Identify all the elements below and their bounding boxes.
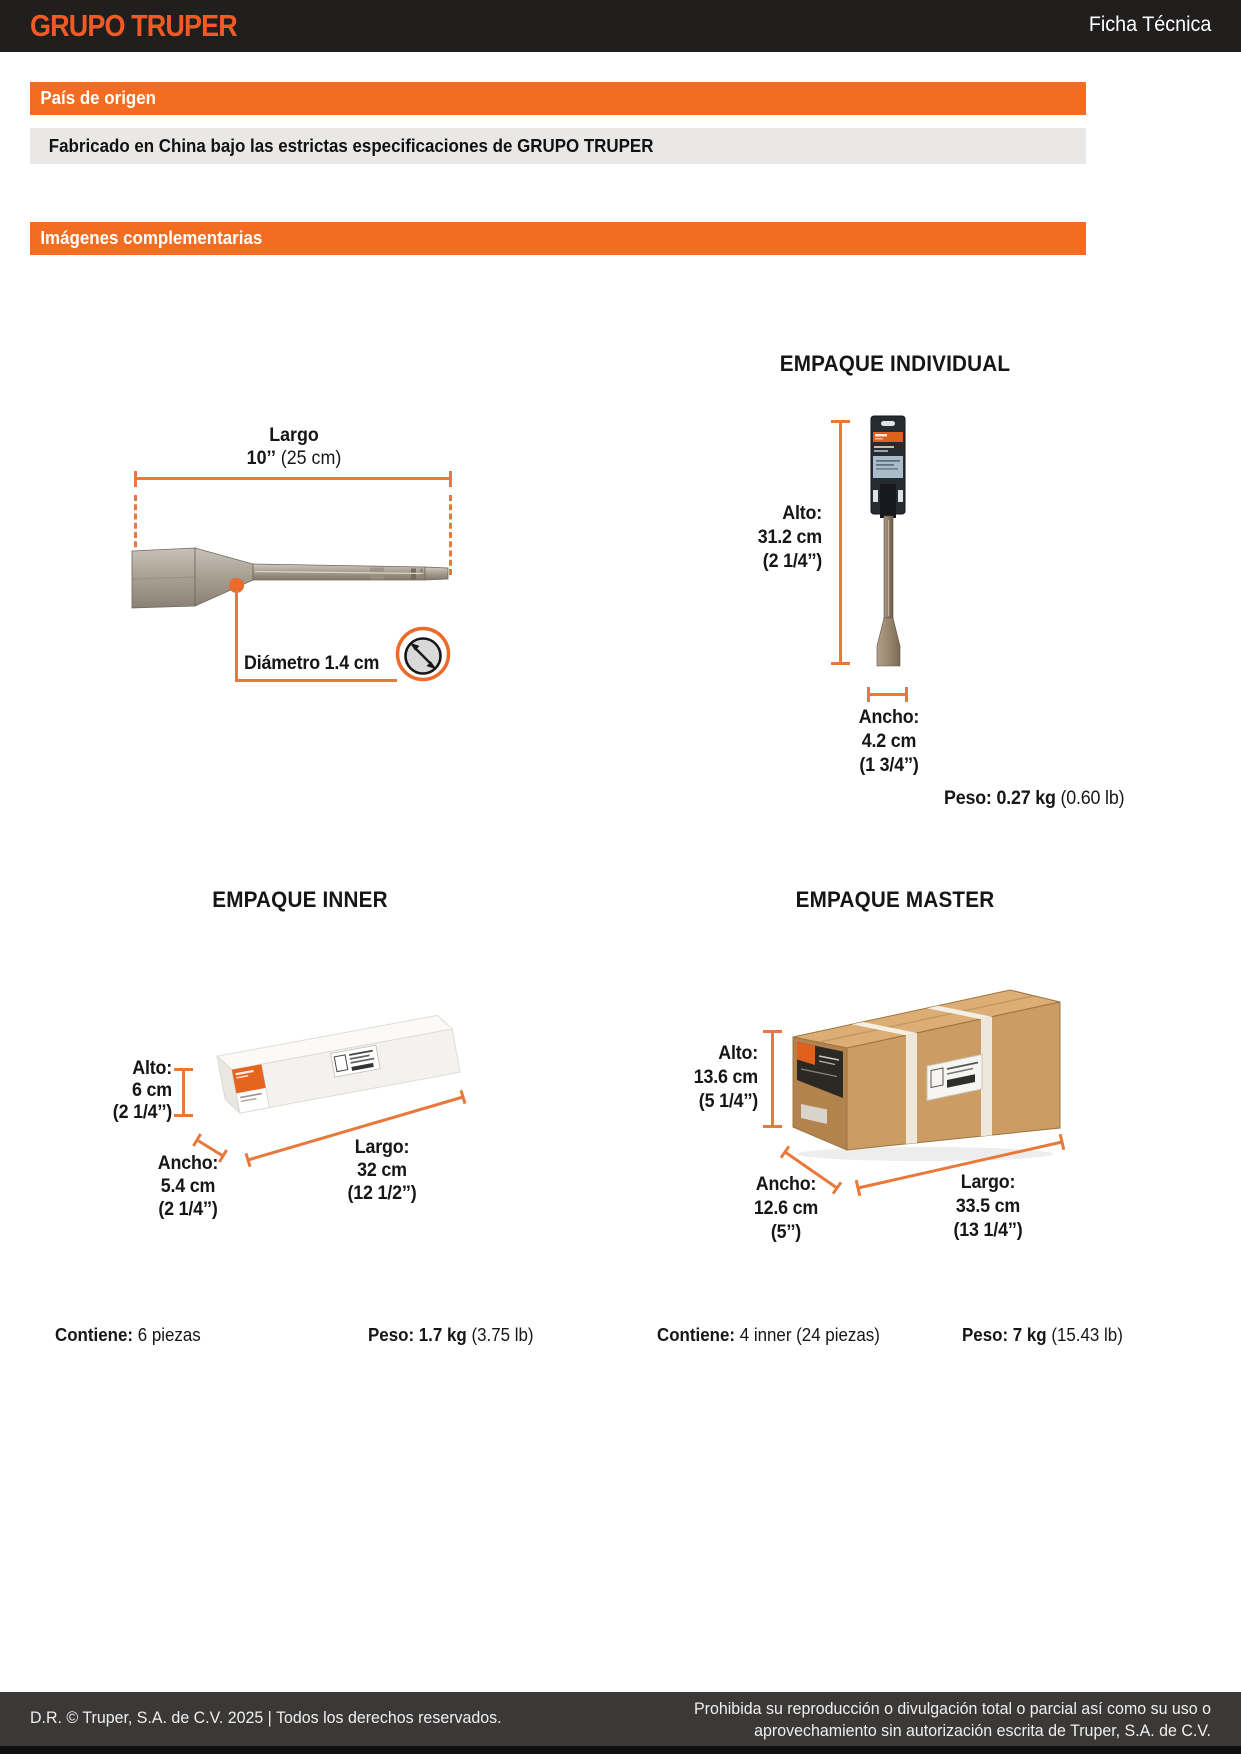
- footer-right: [694, 1698, 1211, 1742]
- master-alto-word: Alto:: [718, 1043, 758, 1064]
- largo-label: Largo: [269, 425, 319, 446]
- individual-ancho-dimension-line: [869, 693, 908, 696]
- individual-alto-label: [707, 502, 822, 574]
- inner-largo-inches: (12 1/2’’): [347, 1183, 417, 1204]
- inner-alto-label: [65, 1058, 172, 1124]
- master-alto-tick-top: [763, 1030, 782, 1033]
- individual-ancho-word: Ancho:: [858, 707, 920, 728]
- master-largo-word: Largo:: [960, 1172, 1016, 1193]
- master-largo-value: 33.5 cm: [955, 1196, 1021, 1217]
- origin-body-text: Fabricado en China bajo las estrictas especificaciones de GRUPO TRUPER: [48, 136, 654, 156]
- master-alto-label: [645, 1042, 758, 1114]
- diameter-callout-line-h: [235, 679, 397, 682]
- individual-alto-tick-top: [831, 420, 850, 423]
- largo-label-block: [153, 424, 435, 470]
- largo-value: 10’’ (25 cm): [246, 448, 342, 469]
- inner-peso: Peso: 1.7 kg (3.75 lb): [368, 1325, 534, 1345]
- product-photo: [115, 535, 460, 620]
- master-contiene: Contiene: 4 inner (24 piezas): [657, 1325, 880, 1345]
- individual-ancho-tick-left: [867, 687, 870, 702]
- inner-contiene: Contiene: 6 piezas: [55, 1325, 201, 1345]
- inner-ancho-inches: (2 1/4’’): [158, 1199, 218, 1220]
- inner-largo-value: 32 cm: [357, 1160, 407, 1181]
- inner-largo-label: [307, 1136, 457, 1205]
- largo-tick-left: [134, 471, 137, 487]
- master-peso: Peso: 7 kg (15.43 lb): [962, 1325, 1123, 1345]
- inner-alto-tick-bottom: [174, 1114, 193, 1117]
- individual-alto-tick-bottom: [831, 662, 850, 665]
- inner-alto-dimension-line: [182, 1070, 185, 1116]
- master-ancho-label: [711, 1173, 861, 1245]
- individual-peso: Peso: 0.27 kg (0.60 lb): [944, 788, 1125, 809]
- footer-right-line1: Prohibida su reproducción o divulgación total o parcial así como su uso o: [694, 1699, 1211, 1718]
- diameter-callout-line-v: [235, 590, 238, 682]
- master-ancho-value: 12.6 cm: [753, 1198, 819, 1219]
- origin-section-title: País de origen: [40, 88, 157, 108]
- individual-ancho-inches: (1 3/4’’): [859, 755, 919, 776]
- footer-bottom-strip: [0, 1746, 1241, 1754]
- master-title: EMPAQUE MASTER: [795, 887, 995, 912]
- individual-alto-inches: (2 1/4’’): [762, 551, 822, 572]
- footer-left: D.R. © Truper, S.A. de C.V. 2025 | Todos los derechos reservados.: [30, 1708, 502, 1727]
- doc-type-label: Ficha Técnica: [1088, 13, 1211, 36]
- inner-largo-word: Largo:: [354, 1137, 410, 1158]
- section-bar-images: [30, 222, 1086, 255]
- master-largo-label: [913, 1171, 1063, 1243]
- master-alto-dimension-line: [771, 1032, 774, 1127]
- inner-ancho-word: Ancho:: [157, 1153, 219, 1174]
- largo-tick-right: [449, 471, 452, 487]
- inner-ancho-value: 5.4 cm: [160, 1176, 216, 1197]
- footer-right-line2: aprovechamiento sin autorización escrita de Truper, S.A. de C.V.: [754, 1721, 1211, 1740]
- individual-ancho-tick-right: [905, 687, 908, 702]
- master-alto-tick-bottom: [763, 1125, 782, 1128]
- individual-alto-dimension-line: [839, 422, 842, 665]
- inner-alto-inches: (2 1/4’’): [112, 1102, 172, 1123]
- section-bar-origin: [30, 82, 1086, 115]
- master-ancho-word: Ancho:: [755, 1174, 817, 1195]
- largo-dimension-line: [136, 477, 452, 480]
- footer: [0, 1692, 1241, 1746]
- header: [0, 0, 1241, 52]
- individual-title: EMPAQUE INDIVIDUAL: [779, 351, 1011, 376]
- master-largo-inches: (13 1/4’’): [953, 1220, 1023, 1241]
- individual-alto-value: 31.2 cm: [757, 527, 822, 548]
- inner-alto-tick-top: [174, 1068, 193, 1071]
- master-ancho-inches: (5’’): [770, 1222, 802, 1243]
- diameter-label: Diámetro 1.4 cm: [244, 653, 380, 674]
- individual-ancho-value: 4.2 cm: [861, 731, 917, 752]
- individual-package-photo: [858, 412, 910, 670]
- brand-logo: GRUPO TRUPER: [30, 8, 237, 43]
- master-alto-value: 13.6 cm: [693, 1067, 758, 1088]
- inner-alto-value: 6 cm: [132, 1080, 172, 1101]
- individual-alto-word: Alto:: [782, 503, 822, 524]
- master-alto-inches: (5 1/4’’): [698, 1091, 758, 1112]
- origin-body-row: [30, 128, 1086, 164]
- individual-ancho-label: [817, 706, 962, 778]
- inner-title: EMPAQUE INNER: [212, 887, 388, 912]
- diameter-icon: [394, 621, 452, 687]
- images-section-title: Imágenes complementarias: [40, 228, 263, 248]
- inner-alto-word: Alto:: [132, 1058, 172, 1079]
